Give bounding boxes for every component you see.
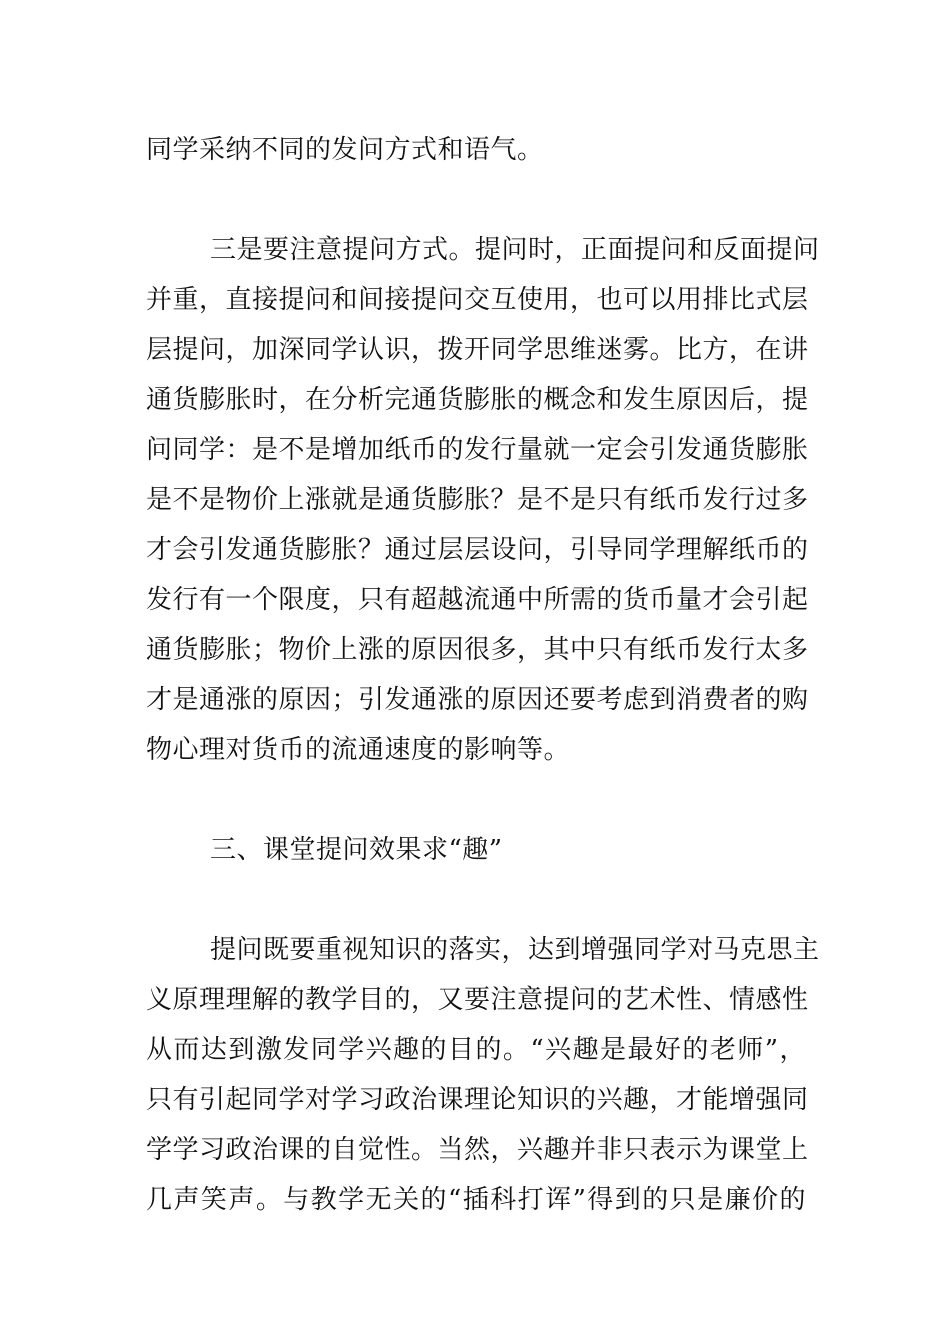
paragraph-line: 是不是物价上涨就是通货膨胀？是不是只有纸币发行过多 <box>146 485 809 515</box>
paragraph-line: 才是通涨的原因；引发通涨的原因还要考虑到消费者的购 <box>146 685 809 715</box>
paragraph-line: 通货膨胀；物价上涨的原因很多，其中只有纸币发行太多 <box>146 635 809 665</box>
paragraph-line: 物心理对货币的流通速度的影响等。 <box>146 735 571 765</box>
paragraph-line: 同学采纳不同的发问方式和语气。 <box>146 135 544 165</box>
paragraph-line: 三是要注意提问方式。提问时，正面提问和反面提问 <box>210 235 820 265</box>
paragraph-line: 学学习政治课的自觉性。当然，兴趣并非只表示为课堂上 <box>146 1135 809 1165</box>
paragraph-line: 层提问，加深同学认识，拨开同学思维迷雾。比方，在讲 <box>146 335 809 365</box>
paragraph-line: 几声笑声。与教学无关的“插科打诨”得到的只是廉价的 <box>146 1185 806 1215</box>
section-heading: 三、课堂提问效果求“趣” <box>210 835 503 865</box>
paragraph-line: 只有引起同学对学习政治课理论知识的兴趣，才能增强同 <box>146 1085 809 1115</box>
paragraph-line: 提问既要重视知识的落实，达到增强同学对马克思主 <box>210 935 820 965</box>
paragraph-line: 从而达到激发同学兴趣的目的。“兴趣是最好的老师”， <box>146 1035 806 1065</box>
paragraph-line: 义原理理解的教学目的，又要注意提问的艺术性、情感性 <box>146 985 809 1015</box>
paragraph-line: 问同学：是不是增加纸币的发行量就一定会引发通货膨胀 <box>146 435 809 465</box>
paragraph-line: 才会引发通货膨胀？通过层层设问，引导同学理解纸币的 <box>146 535 809 565</box>
paragraph-line: 通货膨胀时，在分析完通货膨胀的概念和发生原因后，提 <box>146 385 809 415</box>
paragraph-line: 并重，直接提问和间接提问交互使用，也可以用排比式层 <box>146 285 809 315</box>
paragraph-line: 发行有一个限度，只有超越流通中所需的货币量才会引起 <box>146 585 809 615</box>
